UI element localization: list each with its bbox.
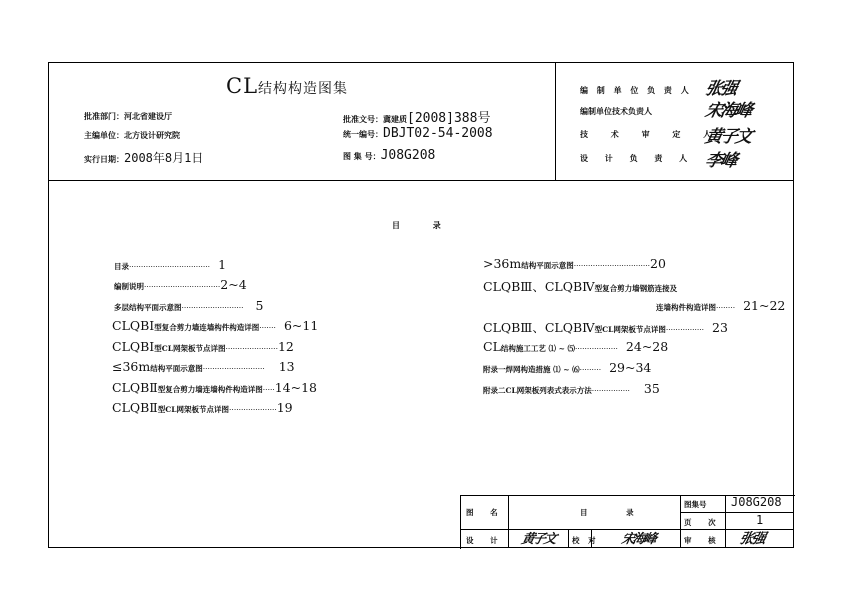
signature-design-head: 李峰 [703, 151, 738, 171]
tb-page: 1 [756, 513, 764, 527]
tb-col-5 [725, 495, 726, 548]
editor-unit: 主编单位：北方设计研究院 [84, 130, 180, 140]
signature-unit-head: 张强 [703, 79, 738, 99]
toc-entry-continued[interactable]: 连墙构件构造详图········ 21~22 [656, 298, 786, 313]
tb-atlas-no-label: 图集号 [684, 500, 707, 509]
resp-label-reviewer: 技 术 审 定 人 [580, 129, 712, 139]
toc-entry[interactable]: CLQBⅢ、CLQBⅣ型复合剪力墙钢筋连接及 [483, 279, 678, 294]
atlas-title [226, 74, 348, 98]
tb-drawing-name: 目 录 [580, 508, 634, 517]
tb-atlas-no: J08G208 [731, 495, 782, 509]
toc-entry[interactable]: 编制说明································2~4 [114, 277, 247, 292]
signature-reviewer: 黄子文 [703, 127, 753, 147]
tb-review-signature: 张强 [738, 531, 766, 547]
tb-col-4 [680, 495, 681, 548]
tb-col-1 [508, 495, 509, 548]
header-vertical-divider [555, 62, 556, 181]
frame-top [48, 62, 794, 63]
toc-entry[interactable]: 目录·································· 1 [114, 257, 227, 272]
frame-left [48, 62, 49, 548]
toc-entry[interactable]: CLQBⅢ、CLQBⅣ型CL网架板节点详图················ 23 [483, 320, 728, 335]
resp-label-tech-head: 编制单位技术负责人 [580, 106, 652, 116]
tb-check-label: 校 对 [572, 536, 596, 545]
tb-page-label: 页 次 [684, 518, 716, 527]
resp-label-design-head: 设 计 负 责 人 [580, 153, 688, 163]
atlas-title-rest: 结构构造图集 [258, 81, 349, 97]
approve-dept: 批准部门：河北省建设厅 [84, 111, 172, 121]
tb-col-2 [568, 529, 569, 548]
effective-date: 实行日期：2008年8月1日 [84, 151, 204, 165]
toc-entry[interactable]: 多层结构平面示意图·························· 5 [114, 298, 264, 313]
tb-check-signature: 宋海峰 [619, 532, 657, 547]
tb-drawing-name-label: 图 名 [466, 508, 498, 517]
toc-entry[interactable]: 附录二CL网架板列表式表示方法················ 35 [483, 381, 660, 396]
approve-doc: 批准文号：冀建质[2008]388号 [343, 111, 491, 126]
atlas-title-main: CL [226, 74, 259, 98]
header-divider [48, 180, 794, 181]
toc-entry[interactable]: ≤36m结构平面示意图·························· 13 [112, 359, 295, 374]
toc-entry[interactable]: CLQBⅠ型复合剪力墙连墙构件构造详图······· 6~11 [112, 318, 319, 333]
atlas-number: 图 集 号：J08G208 [343, 148, 436, 163]
toc-entry[interactable]: CLQBⅡ型复合剪力墙连墙构件构造详图·····14~18 [112, 380, 318, 395]
toc-entry[interactable]: CLQBⅠ型CL网架板节点详图······················12 [112, 339, 294, 354]
resp-label-unit-head: 编 制 单 位 负 责 人 [580, 85, 689, 95]
toc-entry[interactable]: >36m结构平面示意图································20 [483, 256, 666, 271]
toc-entry[interactable]: 附录一焊网构造措施 ⑴ ~ ⑹········· 29~34 [483, 360, 652, 375]
tb-row-divider-right-1 [680, 512, 794, 513]
tb-design-label: 设 计 [466, 536, 498, 545]
toc-entry[interactable]: CL结构施工工艺 ⑴ ~ ⑸·················· 24~28 [483, 339, 669, 354]
toc-entry[interactable]: CLQBⅡ型CL网架板节点详图····················19 [112, 400, 293, 415]
tb-review-label: 审 核 [684, 536, 716, 545]
toc-heading: 目 录 [392, 220, 441, 230]
unified-number: 统一编号：DBJT02-54-2008 [343, 126, 493, 141]
tb-design-signature: 黄子文 [519, 532, 557, 547]
frame-right [793, 62, 794, 548]
signature-tech-head: 宋海峰 [703, 101, 753, 121]
